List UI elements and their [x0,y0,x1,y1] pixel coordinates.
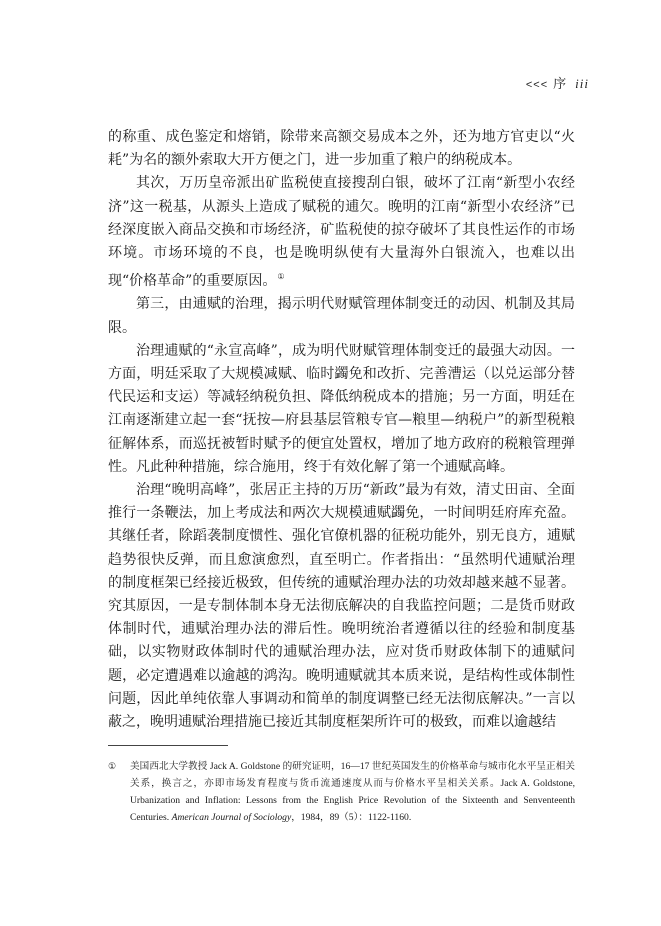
footnote-text: 美国西北大学教授 Jack A. Goldstone 的研究证明，16—17 世纪英国发生的价格革命与城市化水平呈正相关关系，换言之，亦即市场发育程度与货币流通速度从而与价格水平呈相关关系。Jack A. Goldstone, Urbanization and Inflation: Lessons from the English Price Revolution of the Sixteenth and Senventeenth Centuries. [130,761,575,823]
running-head [526,73,589,92]
paragraph-continued: 的称重、成色鉴定和熔销，除带来高额交易成本之外，还为地方官吏以“火耗”为名的额外索取大开方便之门，进一步加重了粮户的纳税成本。 [108,129,575,169]
footnote [108,758,575,826]
paragraph-5: 治理“晚明高峰”，张居正主持的万历“新政”最为有效，清丈田亩、全面推行一条鞭法，加上考成法和两次大规模逋赋蠲免，一时间明廷府库充盈。其继任者，除蹈袭制度惯性、强化官僚机器的征税功能外，别无良方，逋赋趋势很快反弹，而且愈演愈烈，直至明亡。作者指出：“虽然明代逋赋治理的制度框架已经接近极致，但传统的逋赋治理办法的功效却越来越不显著。究其原因，一是专制体制本身无法彻底解决的自我监控问题；二是货币财政体制时代，逋赋治理办法的滞后性。晚明统治者遵循以往的经验和制度基础，以实物财政体制时代的逋赋治理办法，应对货币财政体制下的逋赋问题，必定遭遇难以逾越的鸿沟。晚明逋赋就其本质来说，是结构性或体制性问题，因此单纯依靠人事调动和简单的制度调整已经无法彻底解决。”一言以蔽之，晚明逋赋治理措施已接近其制度框架所许可的极致，而难以逾越结 [108,482,575,731]
section-title: 序 [553,76,568,91]
page-number: iii [575,76,589,91]
footnote-body [130,758,575,826]
paragraph-2 [108,172,575,293]
chevrons-left-icon: <<< [525,79,549,91]
footnote-reference[interactable]: ① [277,272,285,282]
paragraph-4: 治理逋赋的“永宣高峰”，成为明代财赋管理体制变迁的最强大动因。一方面，明廷采取了大规模减赋、临时蠲免和改折、完善漕运（以兑运部分替代民运和支运）等减轻纳税负担、降低纳税成本的措施；另一方面，明廷在江南逐渐建立起一套“抚按—府县基层管粮专官—粮里—纳税户”的新型税粮征解体系，而巡抚被暂时赋予的便宜处置权，增加了地方政府的税粮管理弹性。凡此种种措施，综合施用，终于有效化解了第一个逋赋高峰。 [108,342,575,475]
footnote-number: ① [108,761,117,771]
footnote-divider [108,745,228,746]
paragraph-text: 其次，万历皇帝派出矿监税使直接搜刮白银，破坏了江南“新型小农经济”这一税基，从源头上造成了赋税的逋欠。晚明的江南“新型小农经济”已经深度嵌入商品交换和市场经济，矿监税使的掠夺破坏了其良性运作的市场环境。市场环境的不良，也是晚明纵使有大量海外白银流入，也难以出现“价格革命”的重要原因。 [108,175,575,290]
footnote-journal: American Journal of Sociology [171,812,292,823]
paragraph-3: 第三，由逋赋的治理，揭示明代财赋管理体制变迁的动因、机制及其局限。 [108,296,575,336]
body-text [108,126,575,734]
footnote-citation: ，1984，89（5）：1122-1160. [291,812,412,823]
